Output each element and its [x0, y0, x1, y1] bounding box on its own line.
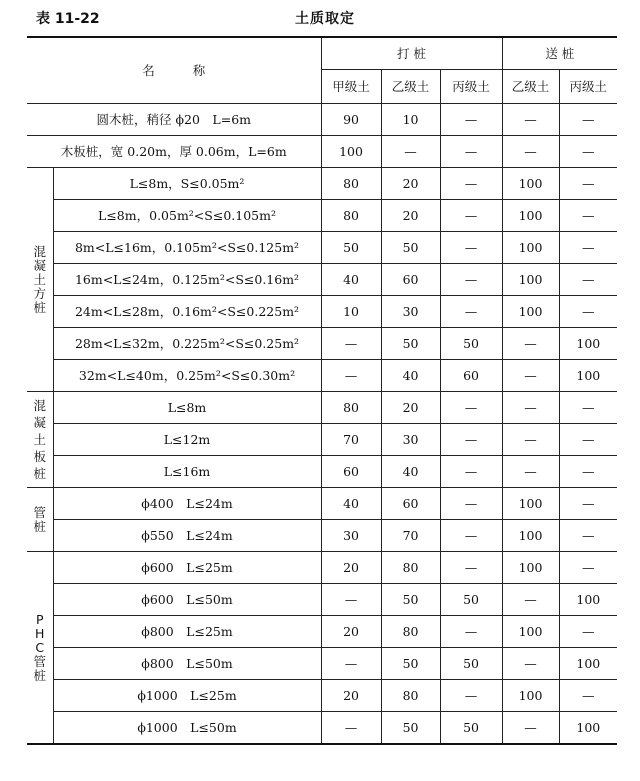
value-cell: 30 [321, 520, 381, 552]
value-cell: — [321, 648, 381, 680]
value-cell: — [440, 616, 502, 648]
value-cell: 20 [381, 200, 440, 232]
table-row [27, 456, 617, 488]
value-cell: — [559, 232, 617, 264]
value-cell: 50 [381, 648, 440, 680]
table-row [27, 584, 617, 616]
table-row [27, 360, 617, 392]
value-cell: — [559, 392, 617, 424]
value-cell: — [559, 104, 617, 136]
group-label-cell: PHC管桩 [27, 552, 53, 745]
value-cell: 50 [381, 328, 440, 360]
value-cell: 80 [381, 616, 440, 648]
value-cell: 100 [321, 136, 381, 168]
value-cell: — [440, 456, 502, 488]
value-cell: 100 [559, 712, 617, 745]
value-cell: 100 [502, 296, 559, 328]
value-cell: 20 [321, 616, 381, 648]
item-name-cell: L≤12m [53, 424, 321, 456]
group-label-cell: 管桩 [27, 488, 53, 552]
table-row [27, 104, 617, 136]
value-cell: 40 [381, 456, 440, 488]
soil-grade-table [27, 36, 617, 745]
value-cell: — [440, 136, 502, 168]
item-name-cell: ϕ800 L≤50m [53, 648, 321, 680]
value-cell: 60 [321, 456, 381, 488]
table-row [27, 392, 617, 424]
item-name-cell: 32m<L≤40m，0.25m²<S≤0.30m² [53, 360, 321, 392]
name-header: 名称 [27, 37, 321, 104]
item-name-cell: ϕ1000 L≤25m [53, 680, 321, 712]
value-cell: — [559, 168, 617, 200]
item-name-cell: ϕ800 L≤25m [53, 616, 321, 648]
value-cell: — [440, 200, 502, 232]
item-name-cell: ϕ600 L≤25m [53, 552, 321, 584]
item-name-cell: ϕ400 L≤24m [53, 488, 321, 520]
item-name-cell: 8m<L≤16m，0.105m²<S≤0.125m² [53, 232, 321, 264]
value-cell: 100 [502, 264, 559, 296]
table-row [27, 488, 617, 520]
value-cell: 50 [440, 712, 502, 745]
value-cell: — [559, 424, 617, 456]
value-cell: — [440, 168, 502, 200]
value-cell: — [502, 104, 559, 136]
item-name-cell: 28m<L≤32m，0.225m²<S≤0.25m² [53, 328, 321, 360]
value-cell: 100 [559, 584, 617, 616]
value-cell: — [559, 136, 617, 168]
sub-header: 甲级土 [321, 70, 381, 104]
table-row [27, 200, 617, 232]
value-cell: — [559, 616, 617, 648]
value-cell: — [502, 712, 559, 745]
value-cell: — [559, 296, 617, 328]
value-cell: 60 [440, 360, 502, 392]
item-name-cell: L≤8m，S≤0.05m² [53, 168, 321, 200]
value-cell: 100 [502, 168, 559, 200]
value-cell: 70 [321, 424, 381, 456]
header-row-1 [27, 37, 617, 70]
value-cell: 10 [381, 104, 440, 136]
value-cell: — [502, 360, 559, 392]
value-cell: 50 [440, 584, 502, 616]
table-row [27, 616, 617, 648]
value-cell: 100 [502, 520, 559, 552]
value-cell: 30 [381, 424, 440, 456]
item-name-cell: L≤8m，0.05m²<S≤0.105m² [53, 200, 321, 232]
value-cell: 50 [381, 584, 440, 616]
value-cell: — [559, 680, 617, 712]
value-cell: — [321, 712, 381, 745]
table-row [27, 552, 617, 584]
table-title: 土质取定 [295, 11, 355, 27]
value-cell: — [559, 520, 617, 552]
value-cell: — [440, 488, 502, 520]
value-cell: 80 [321, 392, 381, 424]
value-cell: 10 [321, 296, 381, 328]
item-name-cell: 24m<L≤28m，0.16m²<S≤0.225m² [53, 296, 321, 328]
sub-header: 丙级土 [559, 70, 617, 104]
item-name-cell: 圆木桩，稍径 ϕ20 L=6m [27, 104, 321, 136]
value-cell: 80 [321, 168, 381, 200]
value-cell: 90 [321, 104, 381, 136]
value-cell: 40 [321, 488, 381, 520]
value-cell: 100 [559, 648, 617, 680]
group-label-cell: 混凝土板桩 [27, 392, 53, 488]
value-cell: — [502, 424, 559, 456]
value-cell: 20 [321, 552, 381, 584]
value-cell: 30 [381, 296, 440, 328]
send-pile-header: 送 桩 [502, 37, 617, 70]
item-name-cell: 16m<L≤24m，0.125m²<S≤0.16m² [53, 264, 321, 296]
value-cell: — [440, 104, 502, 136]
item-name-cell: ϕ1000 L≤50m [53, 712, 321, 745]
value-cell: 100 [502, 232, 559, 264]
value-cell: 40 [321, 264, 381, 296]
value-cell: — [321, 328, 381, 360]
table-row [27, 680, 617, 712]
item-name-cell: L≤8m [53, 392, 321, 424]
item-name-cell: 木板桩，宽 0.20m，厚 0.06m，L=6m [27, 136, 321, 168]
table-number: 表 11-22 [36, 11, 100, 27]
value-cell: 100 [559, 360, 617, 392]
value-cell: — [381, 136, 440, 168]
value-cell: 80 [381, 680, 440, 712]
value-cell: — [502, 328, 559, 360]
value-cell: 100 [502, 200, 559, 232]
value-cell: 100 [502, 616, 559, 648]
value-cell: 50 [381, 232, 440, 264]
value-cell: 100 [502, 488, 559, 520]
table-row [27, 424, 617, 456]
value-cell: 70 [381, 520, 440, 552]
item-name-cell: ϕ600 L≤50m [53, 584, 321, 616]
value-cell: — [440, 296, 502, 328]
value-cell: 80 [321, 200, 381, 232]
value-cell: 50 [381, 712, 440, 745]
value-cell: — [502, 648, 559, 680]
value-cell: 50 [321, 232, 381, 264]
value-cell: 50 [440, 328, 502, 360]
value-cell: — [502, 136, 559, 168]
table-row [27, 296, 617, 328]
sub-header: 丙级土 [440, 70, 502, 104]
value-cell: — [502, 392, 559, 424]
value-cell: 100 [502, 680, 559, 712]
table-row [27, 520, 617, 552]
value-cell: 100 [502, 552, 559, 584]
table-row [27, 232, 617, 264]
sub-header: 乙级土 [381, 70, 440, 104]
table-row [27, 712, 617, 745]
value-cell: — [321, 584, 381, 616]
value-cell: 80 [381, 552, 440, 584]
value-cell: — [440, 264, 502, 296]
drive-pile-header: 打 桩 [321, 37, 502, 70]
value-cell: — [559, 200, 617, 232]
item-name-cell: ϕ550 L≤24m [53, 520, 321, 552]
table-row [27, 328, 617, 360]
value-cell: — [559, 552, 617, 584]
value-cell: — [321, 360, 381, 392]
value-cell: 50 [440, 648, 502, 680]
item-name-cell: L≤16m [53, 456, 321, 488]
value-cell: — [440, 232, 502, 264]
table-row [27, 168, 617, 200]
value-cell: 100 [559, 328, 617, 360]
value-cell: 60 [381, 264, 440, 296]
sub-header: 乙级土 [502, 70, 559, 104]
value-cell: — [559, 264, 617, 296]
value-cell: — [502, 456, 559, 488]
table-caption [36, 6, 616, 28]
value-cell: 20 [381, 392, 440, 424]
value-cell: 20 [381, 168, 440, 200]
value-cell: — [440, 424, 502, 456]
value-cell: — [502, 584, 559, 616]
value-cell: — [440, 680, 502, 712]
value-cell: 60 [381, 488, 440, 520]
value-cell: — [440, 552, 502, 584]
table-row [27, 648, 617, 680]
table-row [27, 264, 617, 296]
value-cell: 40 [381, 360, 440, 392]
table-row [27, 136, 617, 168]
value-cell: — [559, 456, 617, 488]
group-label-cell: 混凝土方桩 [27, 168, 53, 392]
value-cell: — [559, 488, 617, 520]
value-cell: — [440, 520, 502, 552]
value-cell: 20 [321, 680, 381, 712]
value-cell: — [440, 392, 502, 424]
